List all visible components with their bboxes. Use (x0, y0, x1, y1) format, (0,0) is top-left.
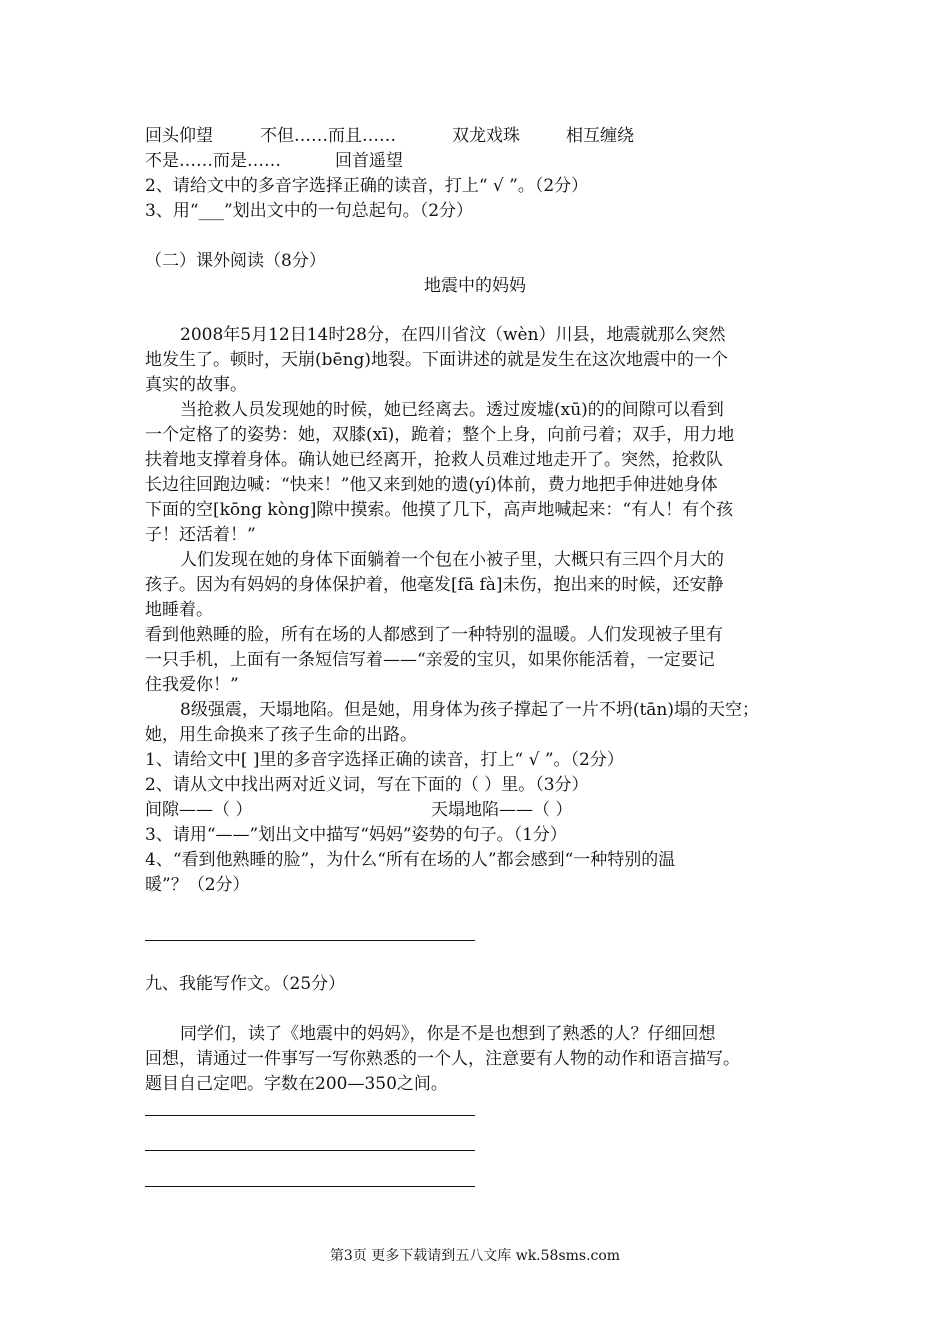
page-footer: 第3页 更多下载请到五八文库 wk.58sms.com (329, 1248, 621, 1264)
prompt-line: 回想，请通过一件事写一写你熟悉的一个人，注意要有人物的动作和语言描写。 (145, 1049, 740, 1069)
passage-line: 看到他熟睡的脸，所有在场的人都感到了一种特别的温暖。人们发现被子里有 (145, 625, 723, 645)
synonym-pair-1: 间隙——（ ） (145, 800, 253, 820)
section-heading: 九、我能写作文。（25分） (145, 974, 346, 994)
writing-line[interactable] (145, 1150, 475, 1151)
passage-line: 她，用生命换来了孩子生命的出路。 (145, 725, 417, 745)
passage-line: 地睡着。 (145, 600, 213, 620)
passage-line: 地发生了。顿时，天崩(bēng)地裂。下面讲述的就是发生在这次地震中的一个 (145, 350, 729, 370)
passage-line: 一只手机，上面有一条短信写着——“亲爱的宝贝，如果你能活着，一定要记 (145, 650, 715, 670)
word-option: 双龙戏珠 (452, 126, 520, 146)
word-option: 回首遥望 (335, 151, 403, 171)
question-text: 3、用“___”划出文中的一句总起句。（2分） (145, 201, 474, 221)
writing-line[interactable] (145, 1186, 475, 1187)
question-text: 暖”？（2分） (145, 875, 250, 895)
prompt-line: 题目自己定吧。字数在200—350之间。 (145, 1074, 448, 1094)
passage-line: 孩子。因为有妈妈的身体保护着，他毫发[fā fà]未伤，抱出来的时候，还安静 (145, 575, 724, 595)
passage-line: 一个定格了的姿势：她，双膝(xī)，跪着；整个上身，向前弓着；双手，用力地 (145, 425, 735, 445)
word-option: 相互缠绕 (566, 126, 634, 146)
article-title: 地震中的妈妈 (424, 276, 526, 296)
prompt-line: 同学们，读了《地震中的妈妈》，你是不是也想到了熟悉的人？仔细回想 (180, 1024, 716, 1044)
writing-line[interactable] (145, 1115, 475, 1116)
question-text: 2、请从文中找出两对近义词，写在下面的（ ）里。（3分） (145, 775, 589, 795)
passage-line: 扶着地支撑着身体。确认她已经离开，抢救人员难过地走开了。突然，抢救队 (145, 450, 723, 470)
passage-line: 下面的空[kōng kòng]隙中摸索。他摸了几下，高声地喊起来：“有人！有个孩 (145, 500, 734, 520)
synonym-pair-2: 天塌地陷——（ ） (431, 800, 573, 820)
word-option: 不但……而且…… (260, 126, 396, 146)
passage-line: 2008年5月12日14时28分，在四川省汶（wèn）川县，地震就那么突然 (180, 325, 726, 345)
passage-line: 子！还活着！” (145, 525, 256, 545)
word-option: 不是……而是…… (145, 151, 281, 171)
question-text: 3、请用“——”划出文中描写“妈妈”姿势的句子。（1分） (145, 825, 567, 845)
answer-line[interactable] (145, 940, 475, 941)
passage-line: 住我爱你！” (145, 675, 239, 695)
question-text: 2、请给文中的多音字选择正确的读音，打上“ √ ”。（2分） (145, 176, 589, 196)
passage-line: 8级强震，天塌地陷。但是她，用身体为孩子撑起了一片不坍(tān)塌的天空； (180, 700, 759, 720)
passage-line: 真实的故事。 (145, 375, 247, 395)
question-text: 1、请给文中[ ]里的多音字选择正确的读音，打上“ √ ”。（2分） (145, 750, 624, 770)
passage-line: 长边往回跑边喊：“快来！”他又来到她的遗(yí)体前，费力地把手伸进她身体 (145, 475, 718, 495)
word-option: 回头仰望 (145, 126, 213, 146)
question-text: 4、“看到他熟睡的脸”，为什么“所有在场的人”都会感到“一种特别的温 (145, 850, 676, 870)
passage-line: 当抢救人员发现她的时候，她已经离去。透过废墟(xū)的的间隙可以看到 (180, 400, 724, 420)
section-heading: （二）课外阅读（8分） (145, 251, 326, 271)
passage-line: 人们发现在她的身体下面躺着一个包在小被子里，大概只有三四个月大的 (180, 550, 724, 570)
